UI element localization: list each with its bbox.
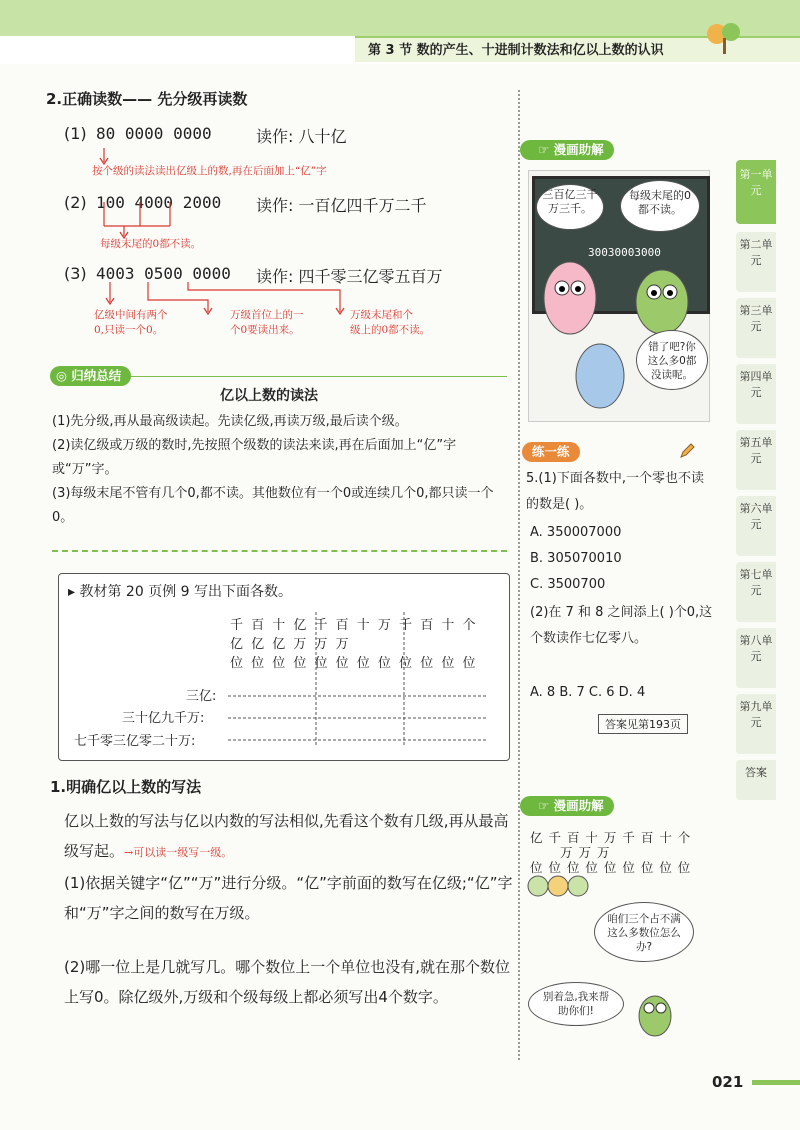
tab-unit-1[interactable]: 第一单元 — [736, 160, 776, 224]
practice-option: C. 3500700 — [530, 577, 606, 592]
speech-bubble-4: 咱们三个占不满这么多数位怎么办? — [594, 902, 694, 962]
section2-title: 2.正确读数—— 先分级再读数 — [46, 90, 248, 108]
example-number: 80 0000 0000 — [96, 124, 212, 143]
practice-tag: 练一练 — [522, 442, 580, 462]
board-number: 30030003000 — [588, 246, 661, 259]
tab-answers[interactable]: 答案 — [736, 760, 776, 800]
units-row-1: 千 百 十 亿 千 百 十 万 千 百 十 个 — [230, 618, 478, 633]
comic1-tag-label: 漫画助解 — [553, 142, 604, 157]
section1-para1 — [64, 806, 519, 868]
speech-bubble-5: 别着急,我来帮助你们! — [528, 982, 624, 1026]
note-3b: 0,只读一个0。 — [94, 324, 164, 336]
note-4b: 个0要读出来。 — [230, 324, 300, 336]
page-number: 021 — [712, 1073, 744, 1091]
note-2: 每级末尾的0都不读。 — [100, 238, 202, 250]
tree-icon — [705, 20, 745, 56]
tab-unit-7[interactable]: 第七单元 — [736, 562, 776, 622]
practice-options-2: A. 8 B. 7 C. 6 D. 4 — [530, 685, 646, 700]
comic2-tag-label: 漫画助解 — [553, 798, 604, 813]
practice-option: A. 350007000 — [530, 525, 622, 540]
write-row: 七千零三亿零二十万: — [74, 734, 196, 749]
answer-reference: 答案见第193页 — [598, 714, 688, 734]
para1-text: 亿以上数的写法与亿以内数的写法相似,先看这个数有几级,再从最高级写起。 — [64, 812, 509, 860]
example-label: (3) — [64, 264, 87, 283]
comic1-tag: ☞ 漫画助解 — [520, 140, 614, 160]
summary-tag: ◎ 归纳总结 — [50, 366, 131, 386]
speech-bubble-2: 每级末尾的0都不读。 — [620, 180, 700, 232]
tab-unit-3[interactable]: 第三单元 — [736, 298, 776, 358]
summary-item: (1)先分级,再从最高级读起。先读亿级,再读万级,最后读个级。 — [52, 414, 408, 429]
header-band — [0, 0, 800, 36]
example-label: (1) — [64, 124, 87, 143]
section1-title: 1.明确亿以上数的写法 — [50, 778, 202, 796]
note-5b: 级上的0都不读。 — [350, 324, 431, 336]
note-3a: 亿级中间有两个 — [94, 309, 168, 321]
tab-unit-4[interactable]: 第四单元 — [736, 364, 776, 424]
practice-q2: (2)在 7 和 8 之间添上( )个0,这个数读作七亿零八。 — [530, 605, 713, 646]
comic2-units-mid: 万 万 万 — [560, 845, 611, 860]
example-reading: 读作: 四千零三亿零五百万 — [256, 267, 443, 286]
note-5a: 万级末尾和个 — [350, 309, 413, 321]
summary-tag-label: 归纳总结 — [71, 368, 122, 383]
comic2-units-top: 亿 千 百 十 万 千 百 十 个 — [530, 830, 692, 845]
tab-unit-2[interactable]: 第二单元 — [736, 232, 776, 292]
speech-bubble-1: 三百亿三千万三千。 — [536, 184, 604, 230]
digit-characters — [526, 872, 606, 902]
speech-bubble-3: 错了吧?你这么多0都没读呢。 — [636, 330, 708, 390]
tab-unit-8[interactable]: 第八单元 — [736, 628, 776, 688]
section1-para2: (1)依据关键字“亿”“万”进行分级。“亿”字前面的数写在亿级;“亿”字和“万”字之间的数写在万级。 — [64, 874, 513, 922]
pencil-icon — [678, 442, 696, 460]
place-value-grid — [228, 612, 488, 752]
note-1: 按个级的读法读出亿级上的数,再在后面加上“亿”字 — [92, 165, 327, 177]
units-row-2: 亿 亿 亿 万 万 万 — [230, 637, 351, 652]
example-number: 4003 0500 0000 — [96, 264, 231, 283]
summary-item: (3)每级末尾不管有几个0,都不读。其他数位有一个0或连续几个0,都只读一个0。 — [52, 486, 494, 525]
section1-para3: (2)哪一位上是几就写几。哪个数位上一个单位也没有,就在那个数位上写0。除亿级外,万级和个级每级上都必须写出4个数字。 — [64, 958, 511, 1006]
example-label: (2) — [64, 193, 87, 212]
tab-unit-5[interactable]: 第五单元 — [736, 430, 776, 490]
zero-character — [630, 990, 680, 1040]
summary-bottom-rule — [52, 550, 507, 552]
summary-list — [52, 410, 504, 530]
practice-q1: 5.(1)下面各数中,一个零也不读的数是( )。 — [526, 471, 704, 512]
units-row-3: 位 位 位 位 位 位 位 位 位 位 位 位 — [230, 656, 478, 671]
summary-title: 亿以上数的读法 — [220, 388, 318, 404]
write-row: 三十亿九千万: — [122, 711, 205, 726]
practice-option: B. 305070010 — [530, 551, 622, 566]
page-number-bar — [752, 1080, 800, 1085]
para1-note: →可以读一级写一级。 — [124, 846, 233, 859]
example9-header: ▸ 教材第 20 页例 9 写出下面各数。 — [68, 584, 292, 600]
write-row: 三亿: — [186, 689, 217, 704]
comic2-tag: ☞ 漫画助解 — [520, 796, 614, 816]
example-number: 100 4000 2000 — [96, 193, 222, 212]
example-reading: 读作: 一百亿四千万二千 — [256, 196, 427, 215]
tab-unit-6[interactable]: 第六单元 — [736, 496, 776, 556]
example-reading: 读作: 八十亿 — [256, 127, 347, 146]
tab-unit-9[interactable]: 第九单元 — [736, 694, 776, 754]
summary-item: (2)读亿级或万级的数时,先按照个级数的读法来读,再在后面加上“亿”字或“万”字。 — [52, 438, 457, 477]
note-4a: 万级首位上的一 — [230, 309, 304, 321]
section-header-title: 第 3 节 数的产生、十进制计数法和亿以上数的认识 — [368, 43, 664, 58]
comic2-units-bottom: 位 位 位 位 位 位 位 位 位 — [530, 860, 692, 875]
